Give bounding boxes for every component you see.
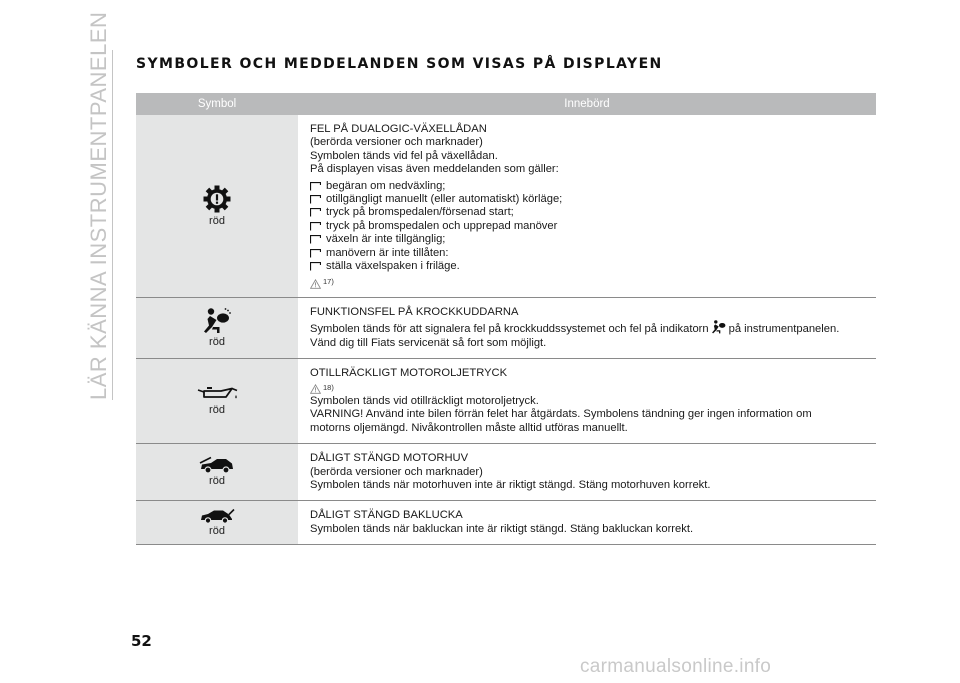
bullet-icon	[310, 195, 321, 204]
table-row	[136, 297, 876, 358]
symbol-cell	[136, 444, 298, 501]
table-row	[136, 444, 876, 501]
color-label: röd	[209, 475, 225, 488]
bullet-icon	[310, 262, 321, 271]
bullet-icon	[310, 182, 321, 191]
header-meaning: Innebörd	[298, 93, 876, 115]
airbag-indicator-icon	[711, 319, 727, 335]
warning-triangle-icon	[310, 279, 321, 289]
row-line: VARNING! Använd inte bilen förrän felet har åtgärdats. Symbolens tändning ger ingen information om motorns oljemängd. Nivåkontrollen måste alltid utföras manuellt.	[310, 408, 812, 434]
list-item: tryck på bromspedalen/försenad start;	[310, 206, 876, 219]
header-symbol: Symbol	[136, 93, 298, 115]
table-header-row	[136, 93, 876, 115]
gear-warning-icon	[202, 184, 232, 214]
bullet-icon	[310, 222, 321, 231]
oil-can-icon	[195, 385, 239, 403]
row-line: Symbolen tänds för att signalera fel på krockkuddssystemet och fel på indikatorn på instrumentpanelen.	[310, 319, 876, 336]
row-line: Vänd dig till Fiats servicenät så fort som möjligt.	[310, 336, 547, 349]
hood-open-icon	[199, 456, 235, 474]
list-item: begäran om nedväxling;	[310, 180, 876, 193]
description-cell	[298, 444, 876, 501]
symbol-cell	[136, 115, 298, 297]
section-heading: SYMBOLER OCH MEDDELANDEN SOM VISAS PÅ DISPLAYEN	[136, 56, 663, 72]
symbol-table	[136, 93, 876, 545]
sidebar-title	[86, 11, 111, 400]
description-cell	[298, 115, 876, 297]
table-row	[136, 359, 876, 444]
trunk-open-icon	[199, 508, 235, 524]
symbol-cell	[136, 359, 298, 444]
message-list	[310, 180, 876, 274]
color-label: röd	[209, 524, 225, 537]
color-label: röd	[209, 403, 225, 416]
row-line: Symbolen tänds när motorhuven inte är riktigt stängd. Stäng motorhuven korrekt.	[310, 478, 711, 491]
row-line: (berörda versioner och marknader)	[310, 465, 483, 478]
bullet-icon	[310, 235, 321, 244]
bullet-icon	[310, 249, 321, 258]
row-line: Symbolen tänds vid otillräckligt motoroljetryck.	[310, 394, 539, 407]
list-item: ställa växelspaken i friläge.	[310, 260, 876, 273]
warning-reference: 18)	[310, 381, 876, 394]
description-cell	[298, 297, 876, 358]
list-item: otillgängligt manuellt (eller automatiskt) körläge;	[310, 193, 876, 206]
list-item: tryck på bromspedalen och upprepad manöver	[310, 220, 876, 233]
color-label: röd	[209, 214, 225, 227]
list-item: växeln är inte tillgänglig;	[310, 233, 876, 246]
description-cell	[298, 501, 876, 545]
symbol-cell	[136, 297, 298, 358]
airbag-icon	[202, 307, 232, 335]
row-title: OTILLRÄCKLIGT MOTOROLJETRYCK	[310, 367, 508, 380]
row-line: Symbolen tänds vid fel på växellådan.	[310, 149, 498, 162]
color-label: röd	[209, 335, 225, 348]
description-cell	[298, 359, 876, 444]
watermark: carmanualsonline.info	[580, 656, 772, 677]
table-row	[136, 115, 876, 297]
row-title: DÅLIGT STÄNGD BAKLUCKA	[310, 509, 463, 522]
page-number: 52	[131, 632, 152, 650]
bullet-icon	[310, 208, 321, 217]
sidebar-title-text: LÄR KÄNNA INSTRUMENTPANELEN	[86, 11, 111, 400]
list-item: manövern är inte tillåten:	[310, 247, 876, 260]
warning-triangle-icon	[310, 384, 321, 394]
row-line: På displayen visas även meddelanden som gäller:	[310, 163, 559, 176]
symbol-cell	[136, 501, 298, 545]
row-line: Symbolen tänds när bakluckan inte är riktigt stängd. Stäng bakluckan korrekt.	[310, 522, 694, 535]
sidebar-rule	[112, 50, 113, 400]
row-title: DÅLIGT STÄNGD MOTORHUV	[310, 452, 469, 465]
warning-reference: 17)	[310, 275, 876, 288]
row-title: FEL PÅ DUALOGIC-VÄXELLÅDAN	[310, 123, 487, 135]
row-title: FUNKTIONSFEL PÅ KROCKKUDDARNA	[310, 305, 519, 318]
row-line: (berörda versioner och marknader)	[310, 136, 483, 149]
table-row	[136, 501, 876, 545]
